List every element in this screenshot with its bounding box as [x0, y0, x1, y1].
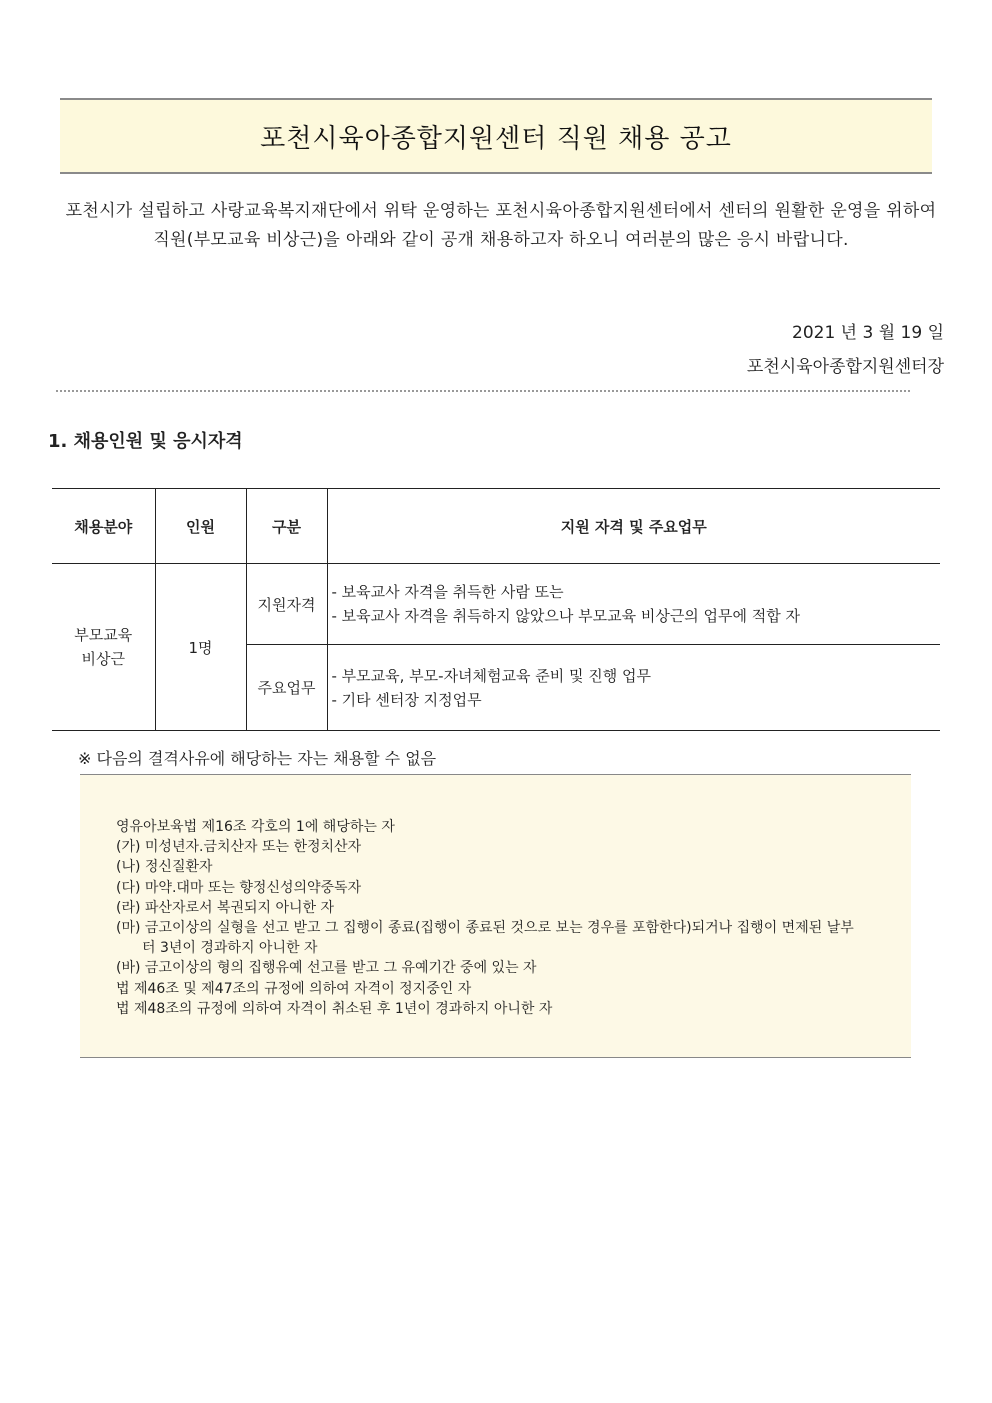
disqualification-box: [80, 774, 911, 1058]
detail-item: - 보육교사 자격을 취득한 사람 또는: [331, 583, 564, 601]
field-line: 비상근: [81, 650, 125, 668]
category-cell: 주요업무: [246, 645, 327, 731]
category-cell: 지원자격: [246, 564, 327, 645]
field-cell: [52, 564, 155, 731]
disq-item: (나) 정신질환자: [116, 859, 213, 876]
dotted-divider: [56, 390, 910, 392]
header-details: 지원 자격 및 주요업무: [327, 489, 940, 564]
signer: 포천시육아종합지원센터장: [746, 357, 944, 377]
disq-item: (다) 마약.대마 또는 향정신성의약중독자: [116, 879, 362, 896]
recruitment-table: [52, 488, 940, 731]
disq-item: 법 제46조 및 제47조의 규정에 의하여 자격이 정지중인 자: [116, 980, 472, 997]
disq-item: 영유아보육법 제16조 각호의 1에 해당하는 자: [116, 819, 395, 835]
detail-item: - 부모교육, 부모-자녀체험교육 준비 및 진행 업무: [331, 666, 652, 685]
field-line: 부모교육: [74, 626, 133, 644]
header-field: 채용분야: [52, 489, 155, 564]
disq-item: (라) 파산자로서 복권되지 아니한 자: [116, 899, 335, 916]
table-row: [52, 564, 940, 645]
disq-item: (마) 금고이상의 실형을 선고 받고 그 집행이 종료(집행이 종료된 것으로 보는 경우를 포함한다)되거나 집행이 면제된 날부: [116, 920, 854, 937]
disqualification-note: ※ 다음의 결격사유에 해당하는 자는 채용할 수 없음: [78, 749, 437, 768]
header-count: 인원: [155, 489, 246, 564]
announcement-date: 2021 년 3 월 19 일: [792, 323, 944, 343]
details-cell: [327, 564, 940, 645]
header-category: 구분: [246, 489, 327, 564]
details-cell: [327, 645, 940, 731]
section-title: 1. 채용인원 및 응시자격: [48, 431, 243, 452]
table-header-row: [52, 489, 940, 564]
disq-item: (바) 금고이상의 형의 집행유예 선고를 받고 그 유예기간 중에 있는 자: [116, 960, 537, 977]
disq-item: (가) 미성년자.금치산자 또는 한정치산자: [116, 839, 362, 856]
page-title: 포천시육아종합지원센터 직원 채용 공고: [260, 123, 732, 154]
title-banner: [60, 98, 932, 174]
disq-item: 터 3년이 경과하지 아니한 자: [142, 940, 318, 957]
disq-item: 법 제48조의 규정에 의하여 자격이 취소된 후 1년이 경과하지 아니한 자: [116, 1000, 553, 1017]
count-cell: 1명: [155, 564, 246, 731]
detail-item: - 보육교사 자격을 취득하지 않았으나 부모교육 비상근의 업무에 적합 자: [331, 607, 801, 625]
intro-paragraph: 포천시가 설립하고 사랑교육복지재단에서 위탁 운영하는 포천시육아종합지원센터에서 센터의 원활한 운영을 위하여 직원(부모교육 비상근)을 아래와 같이 공개 채용하고자 하오니 여러분의 많은 응시 바랍니다.: [65, 201, 937, 250]
detail-item: - 기타 센터장 지정업무: [331, 690, 482, 709]
